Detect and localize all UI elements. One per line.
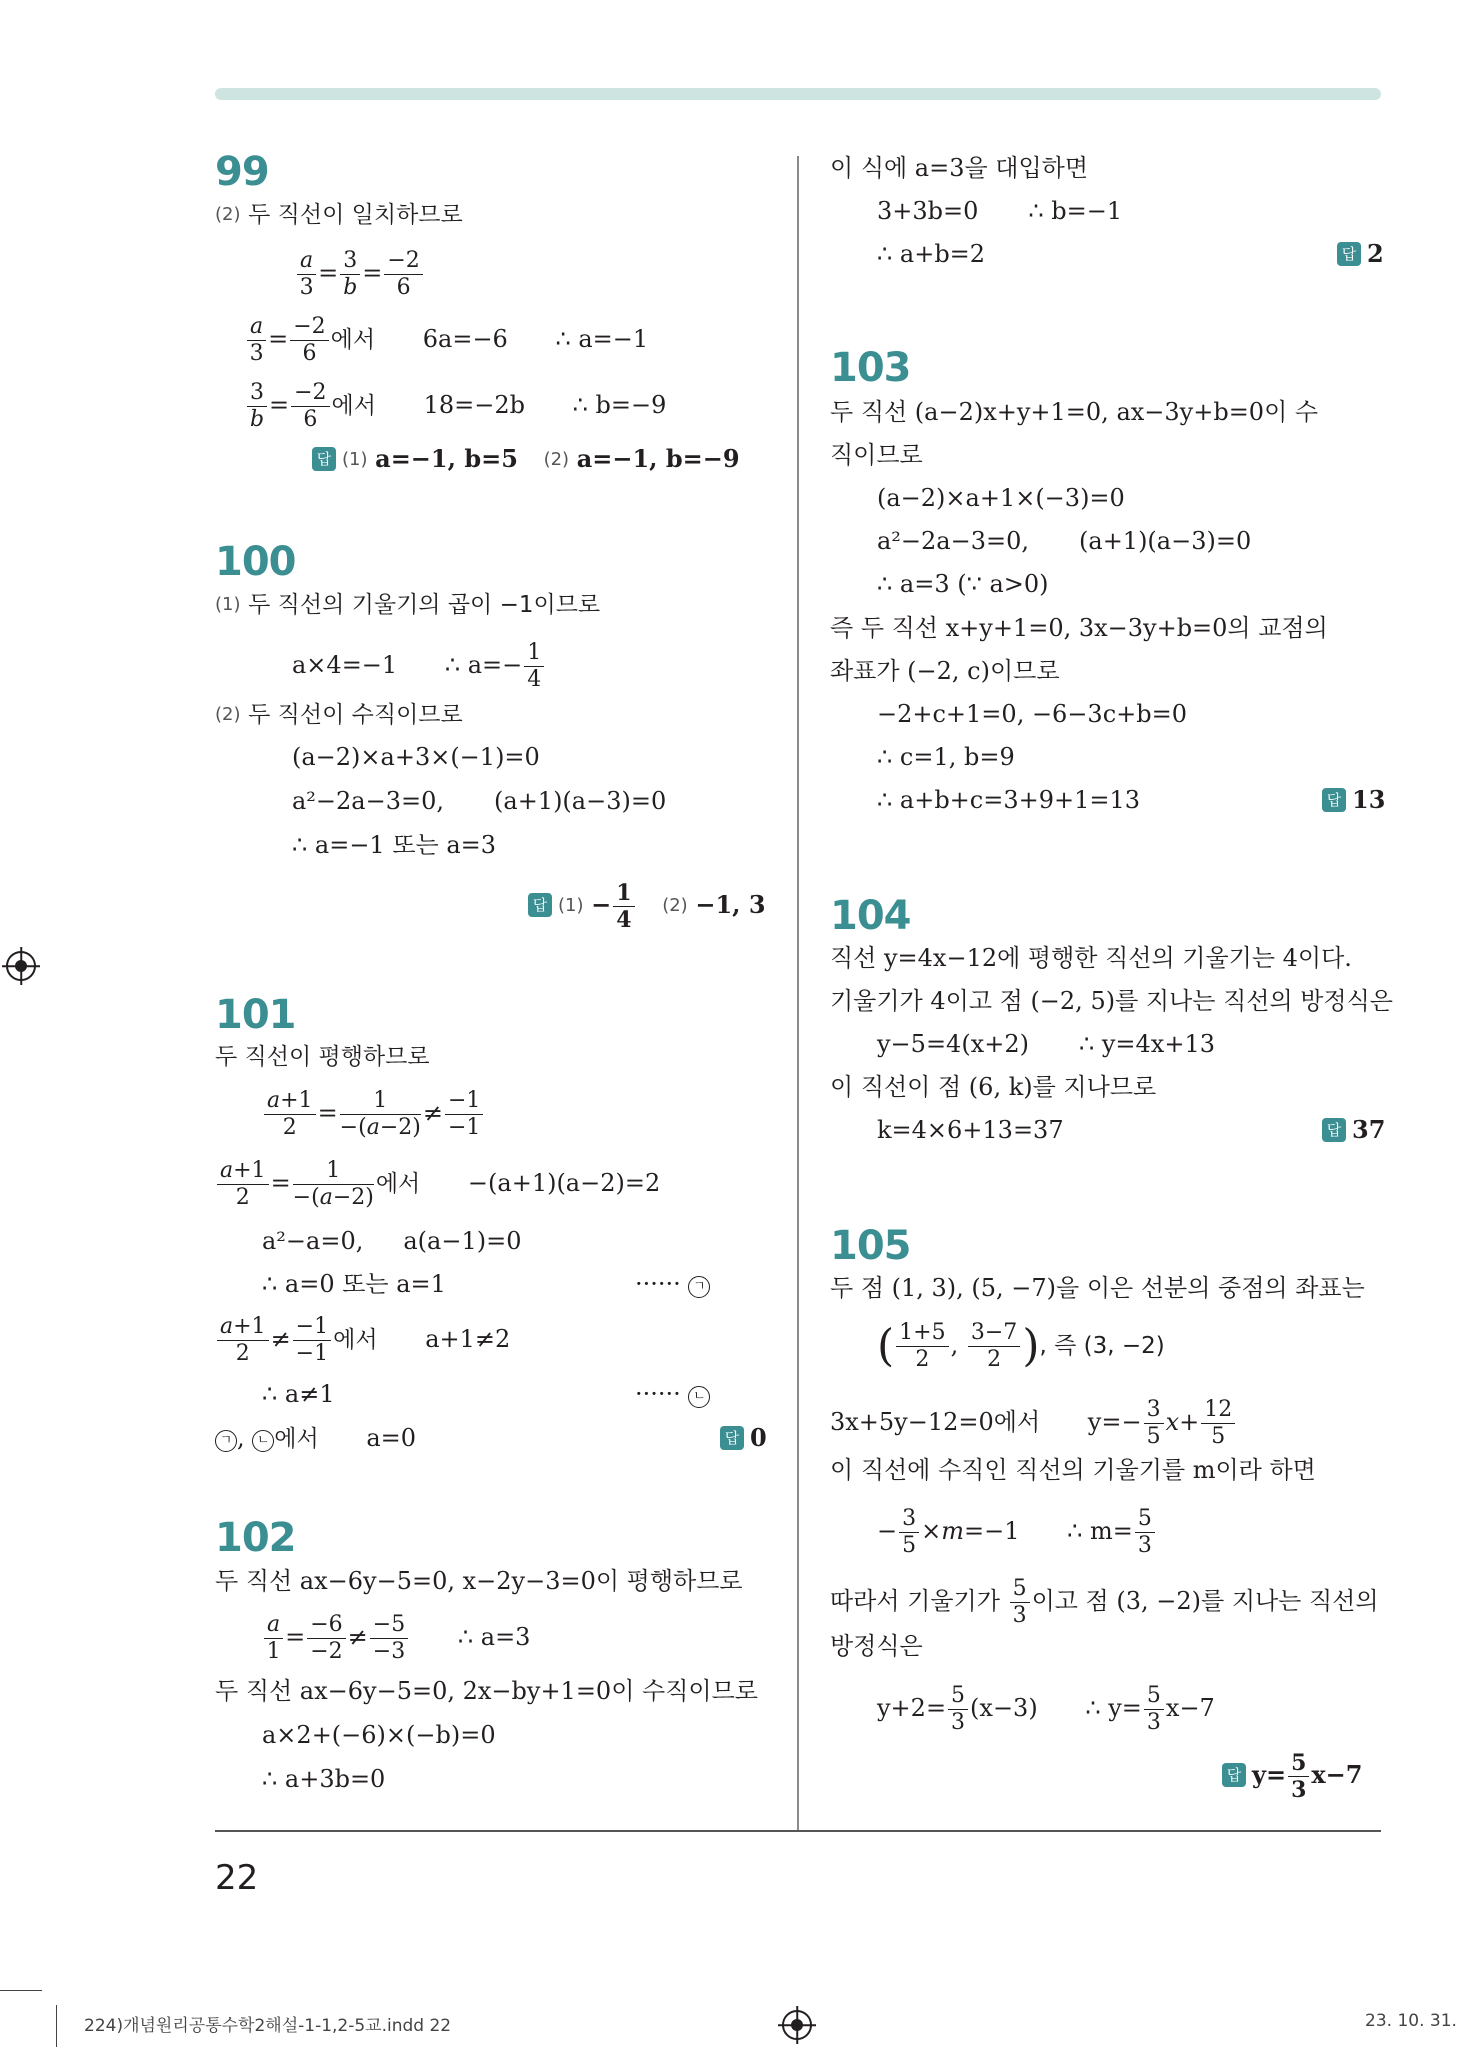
p100-line-3: (2) 두 직선이 수직이므로 [215, 702, 463, 728]
registration-mark-icon [6, 951, 36, 981]
p101-line-5: ∴ a=0 또는 a=1 [262, 1270, 446, 1298]
p99-equation-3: $\frac{3}{b}$ = $\frac{-2}{6}$ 에서 18=−2b ∴ b=−9 [245, 380, 666, 433]
p105-line-7: 방정식은 [830, 1632, 923, 1660]
answer-badge: 답 [1322, 788, 1346, 812]
p105-line-6: 따라서 기울기가 $\frac{5}{3}$ 이고 점 (3, −2)를 지나는 직선의 [830, 1576, 1379, 1628]
p101-equation-2: $\frac{a+1}{2}$ = $\frac{1}{-(a-2)}$ 에서 −(a+1)(a−2)=2 [215, 1158, 660, 1211]
p102-line-6: 이 식에 a=3을 대입하면 [830, 154, 1089, 182]
p103-line-8: −2+c+1=0, −6−3c+b=0 [877, 700, 1187, 728]
p100-line-6: ∴ a=−1 또는 a=3 [292, 831, 497, 859]
p102-line-5: ∴ a+3b=0 [262, 1765, 386, 1793]
p101-line-1: 두 직선이 평행하므로 [215, 1044, 430, 1070]
footer-file-name: 224)개념원리공통수학2해설-1-1,2-5교.indd 22 [84, 2016, 452, 2036]
p105-line-5: − $\frac{3}{5}$ ×m=−1 ∴ m= $\frac{5}{3}$ [877, 1506, 1157, 1559]
p103-answer: 답 13 [1322, 784, 1385, 816]
p101-marker-1: ······ ㄱ [635, 1268, 710, 1300]
problem-number-105: 105 [830, 1223, 911, 1269]
p102-line-4: a×2+(−6)×(−b)=0 [262, 1721, 496, 1749]
answer-badge: 답 [1337, 242, 1361, 266]
p102-line-1: 두 직선 ax−6y−5=0, x−2y−3=0이 평행하므로 [215, 1567, 743, 1595]
p100-line-1: (1) 두 직선의 기울기의 곱이 −1이므로 [215, 592, 601, 618]
page-number: 22 [215, 1858, 259, 1898]
answer-badge: 답 [312, 447, 336, 471]
p105-line-8: y+2= $\frac{5}{3}$ (x−3) ∴ y= $\frac{5}{3}$ x−7 [877, 1683, 1215, 1735]
p101-equation-1: $\frac{a+1}{2}$ = $\frac{1}{-(a-2)}$ ≠ $\frac{-1}{-1}$ [262, 1088, 485, 1141]
p101-answer: 답 0 [720, 1422, 767, 1454]
p101-line-7: ∴ a≠1 [262, 1380, 335, 1408]
p101-line-4: a²−a=0, a(a−1)=0 [262, 1227, 522, 1255]
problem-number-101: 101 [215, 992, 296, 1038]
p103-line-4: a²−2a−3=0, (a+1)(a−3)=0 [877, 527, 1252, 555]
problem-number-99: 99 [215, 149, 269, 195]
p103-line-3: (a−2)×a+1×(−3)=0 [877, 484, 1125, 512]
p103-line-10: ∴ a+b+c=3+9+1=13 [877, 786, 1141, 814]
footer-date: 23. 10. 31. [1365, 2011, 1457, 2031]
answer-badge: 답 [720, 1426, 744, 1450]
answer-badge: 답 [528, 893, 552, 917]
p105-line-1: 두 점 (1, 3), (5, −7)을 이은 선분의 중점의 좌표는 [830, 1274, 1365, 1302]
p99-equation-2: $\frac{a}{3}$ = $\frac{-2}{6}$ 에서 6a=−6 ∴ a=−1 [245, 314, 648, 367]
column-divider [797, 156, 799, 1830]
problem-number-102: 102 [215, 1515, 296, 1561]
problem-number-104: 104 [830, 893, 911, 939]
p100-line-5: a²−2a−3=0, (a+1)(a−3)=0 [292, 787, 667, 815]
answer-badge: 답 [1222, 1763, 1246, 1787]
p100-answer: 답 (1) − $\frac{1}{4}$ (2) −1, 3 [528, 880, 766, 933]
p102-line-3: 두 직선 ax−6y−5=0, 2x−by+1=0이 수직이므로 [215, 1677, 758, 1705]
p100-line-2: a×4=−1 ∴ a=− $\frac{1}{4}$ [292, 640, 546, 693]
crop-mark [56, 2005, 57, 2047]
p101-line-8: ㄱ , ㄴ 에서 a=0 [215, 1422, 416, 1455]
p104-line-1: 직선 y=4x−12에 평행한 직선의 기울기는 4이다. [830, 944, 1352, 972]
p104-line-5: k=4×6+13=37 [877, 1116, 1064, 1144]
p103-line-5: ∴ a=3 (∵ a>0) [877, 570, 1049, 598]
p104-line-3: y−5=4(x+2) ∴ y=4x+13 [877, 1030, 1215, 1058]
p99-equation-1: $\frac{a}{3}$ = $\frac{3}{b}$ = $\frac{-2}{6}$ [295, 248, 425, 301]
bottom-rule [215, 1830, 1381, 1832]
p99-answer: 답 (1) a=−1, b=5 (2) a=−1, b=−9 [312, 443, 740, 476]
p102-equation-1: $\frac{a}{1}$ = $\frac{-6}{-2}$ ≠ $\frac{-5}{-3}$ ∴ a=3 [262, 1612, 530, 1665]
p105-line-3: 3x+5y−12=0에서 y=− $\frac{3}{5}$ x+ $\frac{12}{5}$ [830, 1397, 1237, 1450]
problem-number-100: 100 [215, 539, 296, 585]
p103-line-9: ∴ c=1, b=9 [877, 743, 1015, 771]
p103-line-1: 두 직선 (a−2)x+y+1=0, ax−3y+b=0이 수 [830, 398, 1319, 426]
p105-answer: 답 y= $\frac{5}{3}$ x−7 [1222, 1750, 1363, 1803]
p100-line-4: (a−2)×a+3×(−1)=0 [292, 743, 540, 771]
p103-line-7: 좌표가 (−2, c)이므로 [830, 657, 1060, 685]
p102-answer: 답 2 [1337, 238, 1384, 270]
p102-line-7: 3+3b=0 ∴ b=−1 [877, 197, 1123, 225]
p103-line-6: 즉 두 직선 x+y+1=0, 3x−3y+b=0의 교점의 [830, 614, 1328, 642]
p101-marker-2: ······ ㄴ [635, 1378, 710, 1410]
answer-badge: 답 [1322, 1118, 1346, 1142]
p103-line-2: 직이므로 [830, 441, 923, 469]
p105-line-2: ( $\frac{1+5}{2}$ , $\frac{3-7}{2}$ ), 즉 (3, −2) [877, 1320, 1165, 1372]
p104-answer: 답 37 [1322, 1114, 1385, 1146]
p101-equation-3: $\frac{a+1}{2}$ ≠ $\frac{-1}{-1}$ 에서 a+1≠2 [215, 1314, 510, 1367]
problem-number-103: 103 [830, 345, 911, 391]
p99-line-1: (2) 두 직선이 일치하므로 [215, 202, 463, 228]
p102-line-8: ∴ a+b=2 [877, 240, 986, 268]
registration-mark-icon [782, 2010, 812, 2040]
p104-line-2: 기울기가 4이고 점 (−2, 5)를 지나는 직선의 방정식은 [830, 987, 1393, 1015]
crop-mark [0, 1990, 42, 1991]
p105-line-4: 이 직선에 수직인 직선의 기울기를 m이라 하면 [830, 1456, 1316, 1484]
top-decorative-bar [215, 88, 1381, 100]
p104-line-4: 이 직선이 점 (6, k)를 지나므로 [830, 1073, 1157, 1101]
